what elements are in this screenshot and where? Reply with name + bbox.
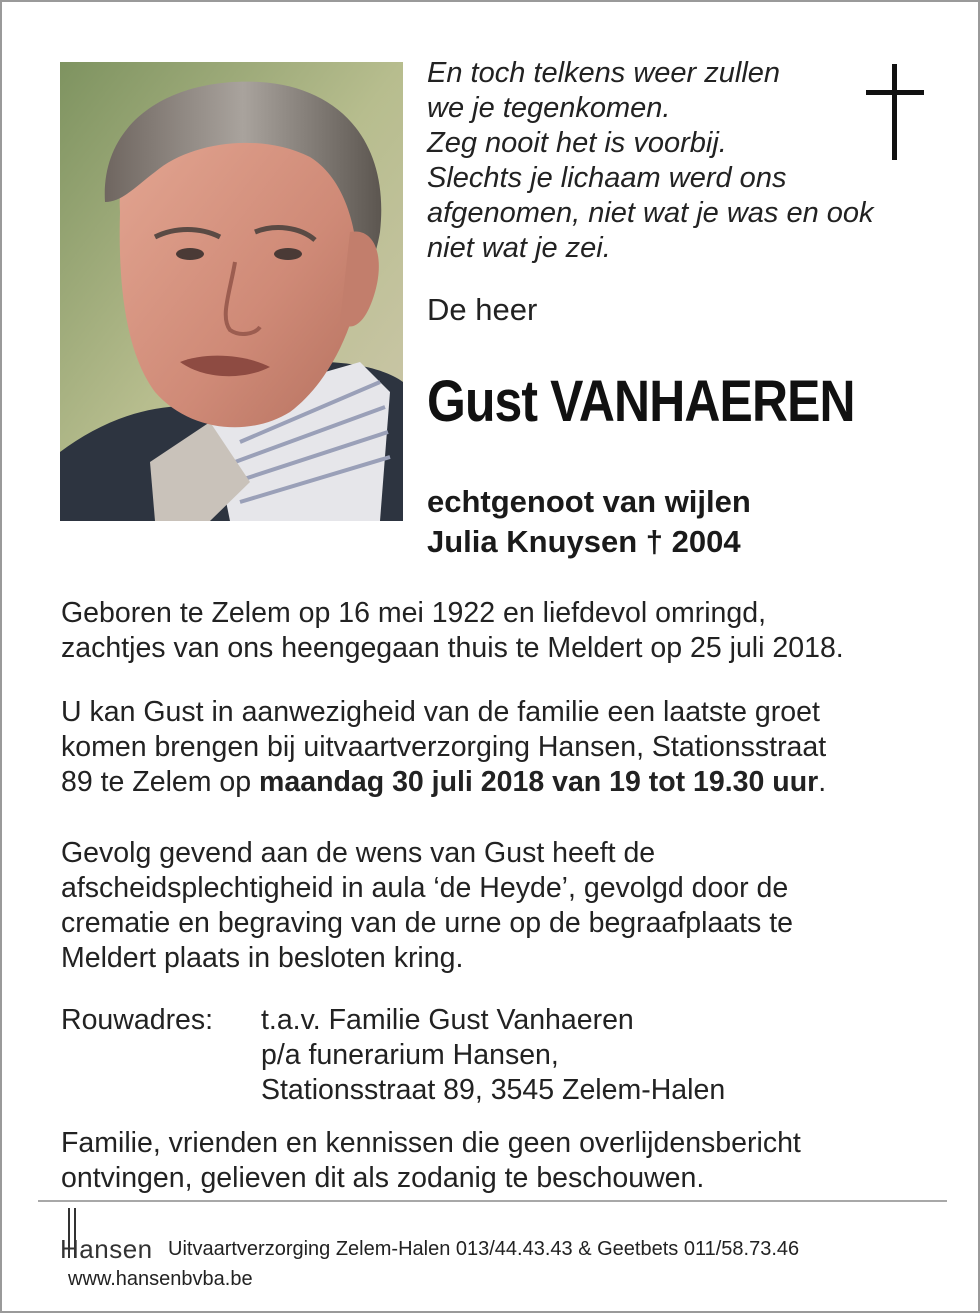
address-line: t.a.v. Familie Gust Vanhaeren [261,1004,634,1036]
portrait-illustration [60,62,403,521]
hansen-logo [60,1208,160,1264]
address-line: Stationsstraat 89, 3545 Zelem-Halen [261,1074,726,1106]
visit-prefix: 89 te Zelem op [61,766,260,798]
paragraph-line: crematie en begraving van de urne op de begraafplaats te [61,907,793,939]
footer-contact: Uitvaartverzorging Zelem-Halen 013/44.43.43 & Geetbets 011/58.73.46 [168,1238,800,1260]
portrait-photo [60,62,403,521]
paragraph-line: ontvingen, gelieven dit als zodanig te beschouwen. [61,1162,705,1194]
visit-suffix: . [818,766,827,798]
deceased-name: Gust VANHAEREN [427,369,855,434]
poem-line: En toch telkens weer zullen [427,57,781,89]
paragraph-line: Geboren te Zelem op 16 mei 1922 en liefdevol omringd, [61,597,766,629]
paragraph-line: Familie, vrienden en kennissen die geen overlijdensbericht [61,1127,801,1159]
visit-datetime: maandag 30 juli 2018 van 19 tot 19.30 uur [259,766,819,798]
spouse-info [427,482,751,562]
footer-divider [38,1200,947,1202]
paragraph-line: komen brengen bij uitvaartverzorging Hansen, Stationsstraat [61,731,827,763]
address-label: Rouwadres: [61,1004,214,1036]
paragraph-line: U kan Gust in aanwezigheid van de familie een laatste groet [61,696,820,728]
address-line: p/a funerarium Hansen, [261,1039,559,1071]
visit-paragraph [61,695,941,800]
spouse-line: echtgenoot van wijlen [427,484,751,519]
birth-paragraph [61,596,941,666]
ceremony-paragraph [61,836,941,976]
paragraph-line: zachtjes van ons heengegaan thuis te Meldert op 25 juli 2018. [61,632,844,664]
paragraph-line [61,765,941,800]
paragraph-line: Meldert plaats in besloten kring. [61,942,464,974]
logo-word: Hansen [60,1234,153,1264]
poem-line: Zeg nooit het is voorbij. [427,127,727,159]
poem-line: we je tegenkomen. [427,92,671,124]
salutation: De heer [427,292,538,327]
closing-paragraph [61,1126,941,1196]
spouse-line: Julia Knuysen † 2004 [427,524,741,559]
poem [427,56,927,266]
poem-line: Slechts je lichaam werd ons [427,162,787,194]
footer-website: www.hansenbvba.be [68,1268,253,1290]
poem-line: afgenomen, niet wat je was en ook [427,197,874,229]
poem-line: niet wat je zei. [427,232,611,264]
paragraph-line: Gevolg gevend aan de wens van Gust heeft de [61,837,656,869]
paragraph-line: afscheidsplechtigheid in aula ‘de Heyde’, gevolgd door de [61,872,789,904]
